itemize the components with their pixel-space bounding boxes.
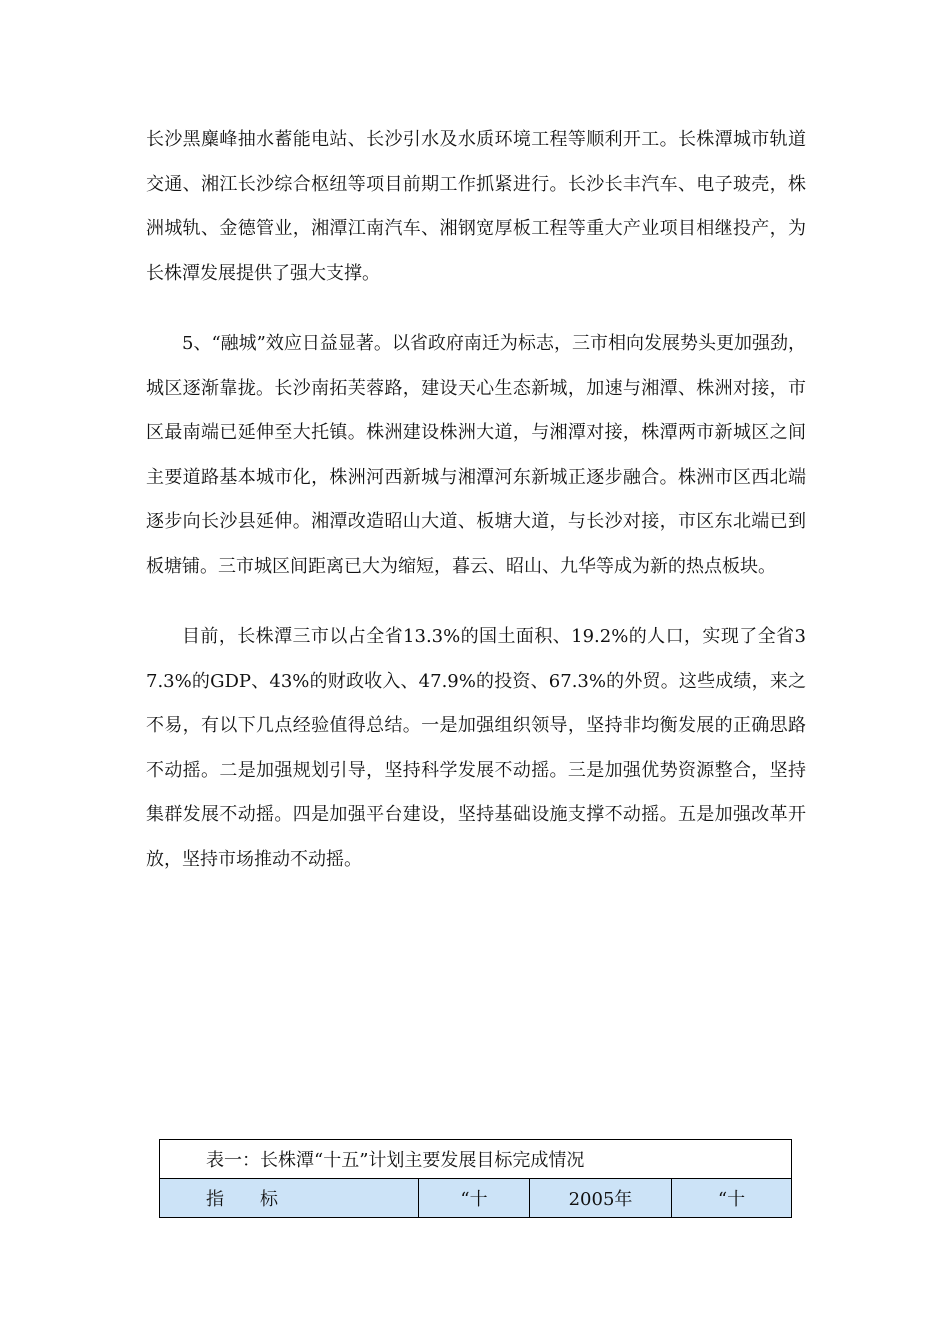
table-header-row (160, 1179, 792, 1218)
paragraph-projects: 长沙黑麋峰抽水蓄能电站、长沙引水及水质环境工程等顺利开工。长株潭城市轨道交通、湘江长沙综合枢纽等项目前期工作抓紧进行。长沙长丰汽车、电子玻壳，株洲城轨、金德管业，湘潭江南汽车、湘钢宽厚板工程等重大产业项目相继投产，为长株潭发展提供了强大支撑。 (146, 129, 806, 284)
header-indicator (160, 1179, 419, 1218)
document-body (146, 118, 806, 882)
table-caption-row (160, 1140, 792, 1179)
header-plan-2: “十 (672, 1179, 792, 1218)
header-indicator-part2: 标 (260, 1189, 278, 1210)
header-plan: “十 (419, 1179, 530, 1218)
table-caption: 表一：长株潭“十五”计划主要发展目标完成情况 (160, 1140, 792, 1179)
header-indicator-part1: 指 (206, 1189, 224, 1210)
header-2005: 2005年 (530, 1179, 672, 1218)
paragraph-summary: 目前，长株潭三市以占全省13.3%的国土面积、19.2%的人口，实现了全省37.3%的GDP、43%的财政收入、47.9%的投资、67.3%的外贸。这些成绩，来之不易，有以下几点经验值得总结。一是加强组织领导，坚持非均衡发展的正确思路不动摇。二是加强规划引导，坚持科学发展不动摇。三是加强优势资源整合，坚持集群发展不动摇。四是加强平台建设，坚持基础设施支撑不动摇。五是加强改革开放，坚持市场推动不动摇。 (146, 626, 806, 870)
paragraph-city-integration: 5、“融城”效应日益显著。以省政府南迁为标志，三市相向发展势头更加强劲，城区逐渐靠拢。长沙南拓芙蓉路，建设天心生态新城，加速与湘潭、株洲对接，市区最南端已延伸至大托镇。株洲建设株洲大道，与湘潭对接，株潭两市新城区之间主要道路基本城市化，株洲河西新城与湘潭河东新城正逐步融合。株洲市区西北端逐步向长沙县延伸。湘潭改造昭山大道、板塘大道，与长沙对接，市区东北端已到板塘铺。三市城区间距离已大为缩短，暮云、昭山、九华等成为新的热点板块。 (146, 333, 806, 577)
development-goals-table (159, 1139, 792, 1218)
